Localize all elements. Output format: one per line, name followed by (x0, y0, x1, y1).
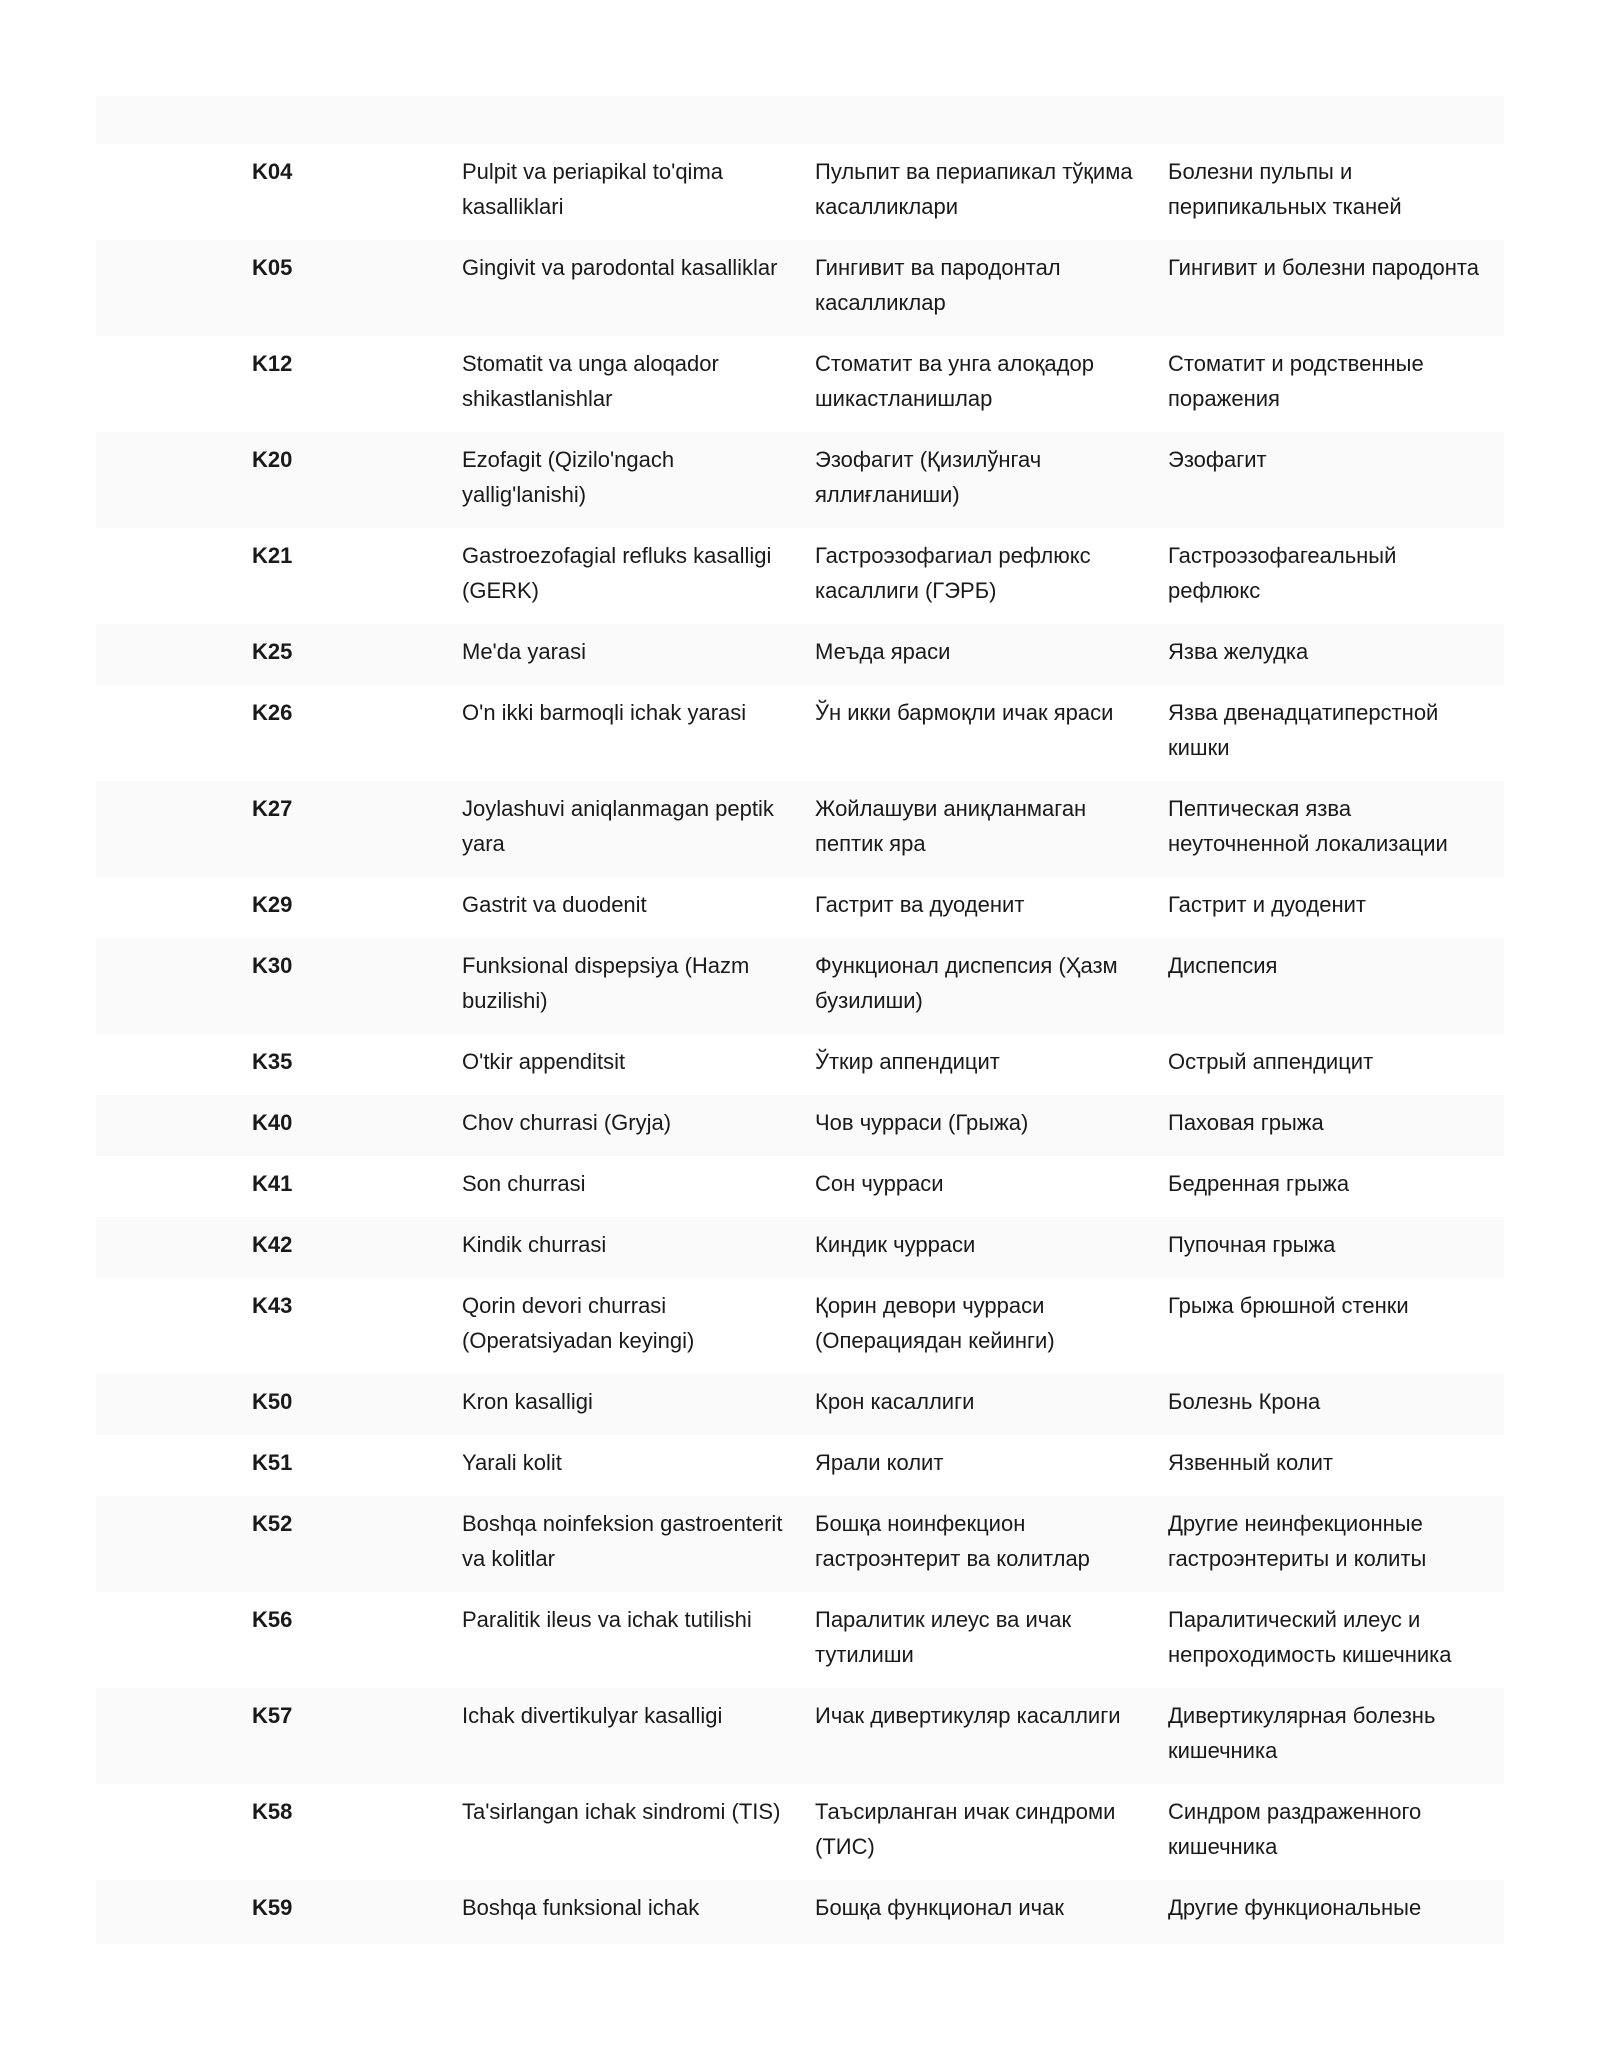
document-page (96, 96, 1504, 1944)
uzbek-latin-cell: Kindik churrasi (462, 1217, 815, 1278)
code-cell: K40 (252, 1095, 462, 1156)
table-row (96, 1217, 1504, 1278)
table-row (96, 1688, 1504, 1784)
uzbek-latin-cell: Gastroezofagial refluks kasalligi (GERK) (462, 543, 772, 603)
russian-cell: Эзофагит (1168, 432, 1504, 528)
code-cell: K42 (252, 1217, 462, 1278)
russian-cell: Пептическая язва неуточненной локализации (1168, 781, 1504, 877)
table-row (96, 685, 1504, 781)
uzbek-latin-cell: O'n ikki barmoqli ichak yarasi (462, 700, 747, 725)
code-cell: K20 (252, 432, 462, 528)
table-row (96, 1374, 1504, 1435)
uzbek-cyrillic-cell: Чов чурраси (Грыжа) (815, 1095, 1168, 1156)
code-cell: K12 (252, 351, 293, 376)
uzbek-latin-cell: Gastrit va duodenit (462, 892, 647, 917)
uzbek-latin-cell: Me'da yarasi (462, 624, 815, 685)
uzbek-latin-cell: Kron kasalligi (462, 1374, 815, 1435)
code-cell: K56 (252, 1607, 293, 1632)
uzbek-cyrillic-cell: Қорин девори чурраси (Операциядан кейинги) (815, 1293, 1055, 1353)
russian-cell: Болезнь Крона (1168, 1374, 1504, 1435)
russian-cell: Гастрит и дуоденит (1168, 892, 1367, 917)
table-row (96, 1880, 1504, 1944)
uzbek-latin-cell: Boshqa funksional ichak (462, 1880, 815, 1944)
code-cell: K26 (252, 700, 293, 725)
uzbek-cyrillic-cell: Ўткир аппендицит (815, 1049, 1000, 1074)
uzbek-cyrillic-cell: Крон касаллиги (815, 1374, 1168, 1435)
russian-cell: Гингивит и болезни пародонта (1168, 240, 1504, 336)
russian-cell: Бедренная грыжа (1168, 1171, 1350, 1196)
russian-cell: Диспепсия (1168, 938, 1504, 1034)
table-row (96, 336, 1504, 432)
code-cell: K59 (252, 1880, 462, 1944)
uzbek-latin-cell: Paralitik ileus va ichak tutilishi (462, 1607, 752, 1632)
table-row (96, 781, 1504, 877)
russian-cell: Паралитический илеус и непроходимость кишечника (1168, 1607, 1452, 1667)
uzbek-cyrillic-cell: Паралитик илеус ва ичак тутилиши (815, 1607, 1072, 1667)
uzbek-latin-cell: Ta'sirlangan ichak sindromi (TIS) (462, 1799, 781, 1824)
uzbek-latin-cell: Ezofagit (Qizilo'ngach yallig'lanishi) (462, 432, 815, 528)
russian-cell: Другие функциональные (1168, 1880, 1504, 1944)
russian-cell: Стоматит и родственные поражения (1168, 351, 1424, 411)
table-row (96, 1278, 1504, 1374)
table-row (96, 240, 1504, 336)
table-row (96, 144, 1504, 240)
uzbek-latin-cell: O'tkir appenditsit (462, 1049, 626, 1074)
uzbek-latin-cell: Ichak divertikulyar kasalligi (462, 1688, 815, 1784)
uzbek-cyrillic-cell: Ичак дивертикуляр касаллиги (815, 1688, 1168, 1784)
table-row (96, 1784, 1504, 1880)
code-cell: K58 (252, 1799, 293, 1824)
icd-code-table (96, 144, 1504, 1944)
uzbek-cyrillic-cell: Гастрит ва дуоденит (815, 892, 1025, 917)
code-cell: K30 (252, 938, 462, 1034)
table-row (96, 1034, 1504, 1095)
table-row (96, 938, 1504, 1034)
code-cell: K04 (252, 159, 293, 184)
table-row (96, 624, 1504, 685)
uzbek-cyrillic-cell: Пульпит ва периапикал тўқима касалликлари (815, 159, 1133, 219)
table-row (96, 432, 1504, 528)
uzbek-latin-cell: Chov churrasi (Gryja) (462, 1095, 815, 1156)
table-row (96, 1156, 1504, 1217)
russian-cell: Язва двенадцатиперстной кишки (1168, 700, 1439, 760)
russian-cell: Острый аппендицит (1168, 1049, 1374, 1074)
uzbek-latin-cell: Boshqa noinfeksion gastroenterit va kolitlar (462, 1496, 815, 1592)
uzbek-latin-cell: Joylashuvi aniqlanmagan peptik yara (462, 781, 815, 877)
table-row (96, 1496, 1504, 1592)
uzbek-cyrillic-cell: Гингивит ва пародонтал касалликлар (815, 240, 1168, 336)
russian-cell: Болезни пульпы и перипикальных тканей (1168, 159, 1402, 219)
uzbek-latin-cell: Gingivit va parodontal kasalliklar (462, 240, 815, 336)
uzbek-cyrillic-cell: Меъда яраси (815, 624, 1168, 685)
russian-cell: Паховая грыжа (1168, 1095, 1504, 1156)
russian-cell: Пупочная грыжа (1168, 1217, 1504, 1278)
uzbek-latin-cell: Son churrasi (462, 1171, 586, 1196)
russian-cell: Грыжа брюшной стенки (1168, 1293, 1409, 1318)
code-cell: K41 (252, 1171, 293, 1196)
russian-cell: Синдром раздраженного кишечника (1168, 1799, 1422, 1859)
uzbek-cyrillic-cell: Киндик чурраси (815, 1217, 1168, 1278)
uzbek-cyrillic-cell: Бошқа ноинфекцион гастроэнтерит ва колитлар (815, 1496, 1168, 1592)
uzbek-cyrillic-cell: Сон чурраси (815, 1171, 944, 1196)
russian-cell: Гастроэзофагеальный рефлюкс (1168, 543, 1397, 603)
russian-cell: Язвенный колит (1168, 1450, 1333, 1475)
uzbek-cyrillic-cell: Стоматит ва унга алоқадор шикастланишлар (815, 351, 1094, 411)
uzbek-cyrillic-cell: Функционал диспепсия (Ҳазм бузилиши) (815, 938, 1168, 1034)
code-cell: K29 (252, 892, 293, 917)
uzbek-cyrillic-cell: Ярали колит (815, 1450, 944, 1475)
russian-cell: Другие неинфекционные гастроэнтериты и колиты (1168, 1496, 1504, 1592)
uzbek-cyrillic-cell: Жойлашуви аниқланмаган пептик яра (815, 781, 1168, 877)
code-cell: K57 (252, 1688, 462, 1784)
code-cell: K43 (252, 1293, 293, 1318)
code-cell: K35 (252, 1049, 293, 1074)
uzbek-latin-cell: Funksional dispepsiya (Hazm buzilishi) (462, 938, 815, 1034)
uzbek-cyrillic-cell: Эзофагит (Қизилўнгач яллиғланиши) (815, 432, 1168, 528)
code-cell: K21 (252, 543, 293, 568)
table-row (96, 1095, 1504, 1156)
uzbek-cyrillic-cell: Ўн икки бармоқли ичак яраси (815, 700, 1114, 725)
uzbek-cyrillic-cell: Гастроэзофагиал рефлюкс касаллиги (ГЭРБ) (815, 543, 1091, 603)
code-cell: K51 (252, 1450, 293, 1475)
uzbek-cyrillic-cell: Бошқа функционал ичак (815, 1880, 1168, 1944)
uzbek-latin-cell: Pulpit va periapikal to'qima kasalliklari (462, 159, 724, 219)
code-cell: K52 (252, 1496, 462, 1592)
table-row (96, 1435, 1504, 1496)
uzbek-latin-cell: Qorin devori churrasi (Operatsiyadan keyingi) (462, 1293, 695, 1353)
table-row (96, 1592, 1504, 1688)
code-cell: K50 (252, 1374, 462, 1435)
russian-cell: Язва желудка (1168, 624, 1504, 685)
table-row (96, 528, 1504, 624)
uzbek-cyrillic-cell: Таъсирланган ичак синдроми (ТИС) (815, 1799, 1116, 1859)
uzbek-latin-cell: Stomatit va unga aloqador shikastlanishlar (462, 351, 719, 411)
table-row (96, 877, 1504, 938)
table-top-band (96, 96, 1504, 144)
code-cell: K27 (252, 781, 462, 877)
code-cell: K25 (252, 624, 462, 685)
code-cell: K05 (252, 240, 462, 336)
uzbek-latin-cell: Yarali kolit (462, 1450, 562, 1475)
russian-cell: Дивертикулярная болезнь кишечника (1168, 1688, 1504, 1784)
